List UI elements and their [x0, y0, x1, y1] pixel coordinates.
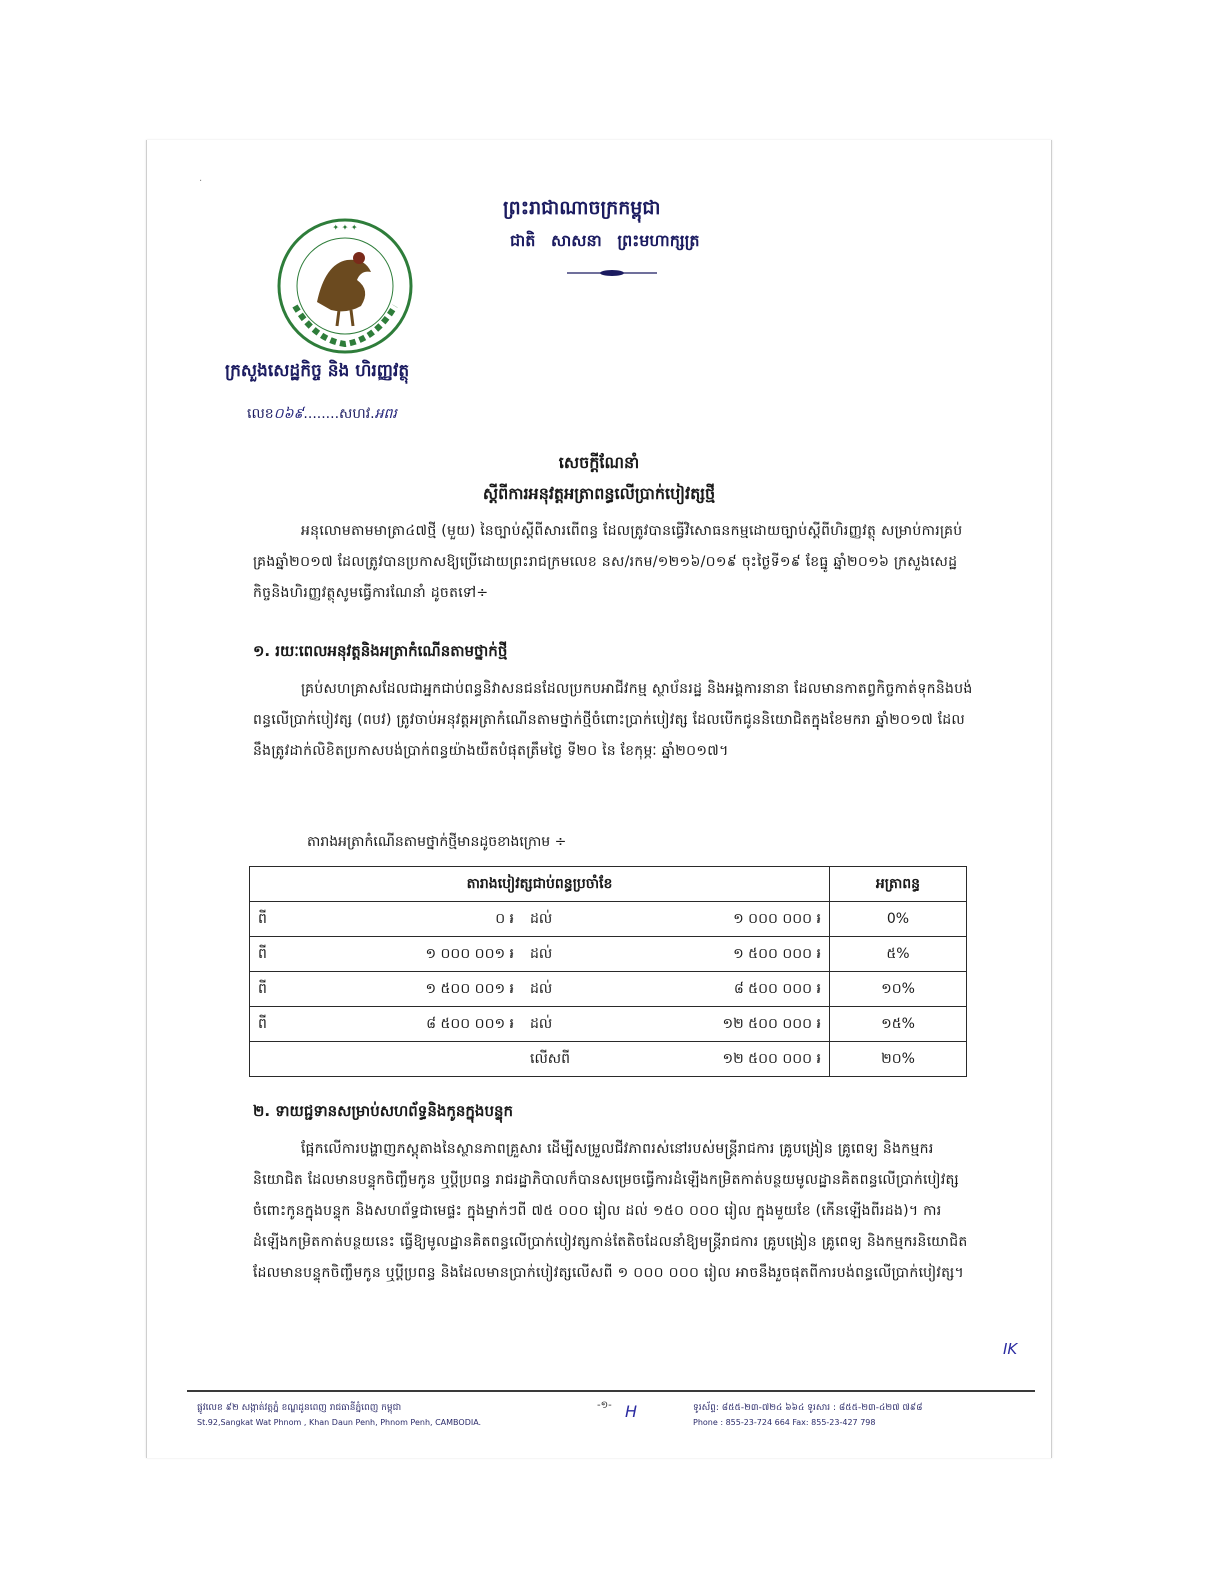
rate-value: 0%	[830, 902, 967, 937]
from-label: ពី	[250, 1007, 307, 1042]
page-initials: IK	[1003, 1340, 1018, 1358]
reference-suffix: អពរ	[374, 406, 397, 422]
footer-divider	[187, 1390, 1035, 1392]
rate-value: ១០%	[830, 972, 967, 1007]
table-row	[250, 902, 967, 937]
page-number: -១-	[597, 1400, 612, 1411]
from-label: ពី	[250, 937, 307, 972]
table-caption: តារាងអត្រាកំណើនតាមថ្នាក់ថ្មីមានដូចខាងក្រោម ÷	[307, 834, 567, 850]
intro-paragraph: អនុលោមតាមមាត្រា៤៧ថ្មី (មួយ) នៃច្បាប់ស្តីពីសារពើពន្ធ ដែលត្រូវបានធ្វើវិសោធនកម្មដោយច្បាប់ស្តីពីហិរញ្ញវត្ថុ សម្រាប់ការគ្រប់គ្រងឆ្នាំ២០១៧ ដែលត្រូវបានប្រកាសឱ្យប្រើដោយព្រះរាជក្រមលេខ នស/រកម/១២១៦/០១៩ ចុះថ្ងៃទី១៩ ខែធ្នូ ឆ្នាំ២០១៦ ក្រសួងសេដ្ឋកិច្ចនិងហិរញ្ញវត្ថុសូមធ្វើការណែនាំ ដូចតទៅ÷	[253, 523, 963, 601]
footer-phone-en: Phone : 855-23-724 664 Fax: 855-23-427 798	[693, 1418, 876, 1427]
footer-phone-km: ទូរស័ព្ទ: ៨៥៥-២៣-៧២៤ ៦៦៤ ទូរសារ : ៨៥៥-២៣-៤២៧ ៧៩៨	[693, 1403, 923, 1413]
table-header-row	[250, 867, 967, 902]
footer-signature: H	[625, 1402, 638, 1421]
to-value: ១ ៥០០ ០០០ ៛	[628, 937, 830, 972]
to-label: ដល់	[522, 902, 628, 937]
to-label: ដល់	[522, 1007, 628, 1042]
table-row	[250, 972, 967, 1007]
document-subtitle: ស្តីពីការអនុវត្តអត្រាពន្ធលើប្រាក់បៀវត្សថ្មី	[482, 484, 716, 503]
table-row	[250, 937, 967, 972]
section-1-heading: ១. រយៈពេលអនុវត្តនិងអត្រាកំណើនតាមថ្នាក់ថ្មី	[253, 642, 508, 660]
to-value: ៨ ៥០០ ០០០ ៛	[628, 972, 830, 1007]
section-2-heading: ២. ទាយជ្ជទានសម្រាប់សហព័ទ្ធនិងកូនក្នុងបន្ទុក	[253, 1102, 514, 1120]
svg-text:✦ ✦ ✦: ✦ ✦ ✦	[332, 223, 358, 232]
to-label: ដល់	[522, 972, 628, 1007]
kingdom-header: ព្រះរាជាណាចក្រកម្ពុជា	[503, 197, 661, 219]
from-value: ៨ ៥០០ ០០១ ៛	[306, 1007, 522, 1042]
reference-code: សហវ.	[339, 406, 375, 422]
rate-value: ១៥%	[830, 1007, 967, 1042]
rate-value: ៥%	[830, 937, 967, 972]
table-header-rate: អត្រាពន្ធ	[830, 867, 967, 902]
from-label	[250, 1042, 307, 1077]
table-header-base: តារាងបៀវត្សជាប់ពន្ធប្រចាំខែ	[250, 867, 830, 902]
reference-prefix: លេខ	[247, 406, 274, 422]
ornament-divider	[567, 268, 657, 278]
document-title: សេចក្តីណែនាំ	[558, 453, 640, 472]
to-value: ១២ ៥០០ ០០០ ៛	[628, 1042, 830, 1077]
from-value	[306, 1042, 522, 1077]
from-value: ០ ៛	[306, 902, 522, 937]
table-row	[250, 1042, 967, 1077]
from-value: ១ ០០០ ០០១ ៛	[306, 937, 522, 972]
to-value: ១ ០០០ ០០០ ៛	[628, 902, 830, 937]
from-label: ពី	[250, 902, 307, 937]
rate-value: ២០%	[830, 1042, 967, 1077]
to-value: ១២ ៥០០ ០០០ ៛	[628, 1007, 830, 1042]
scan-mark: ·	[199, 176, 203, 187]
reference-number-value: ០៦៩	[273, 406, 304, 422]
to-label: ដល់	[522, 937, 628, 972]
document-page	[146, 140, 1052, 1458]
table-row	[250, 1007, 967, 1042]
section-1-body: គ្រប់សហគ្រាសដែលជាអ្នកជាប់ពន្ធនិវាសនជនដែលប្រកបអាជីវកម្ម ស្ថាប័នរដ្ឋ និងអង្គការនានា ដែលមានកាតព្វកិច្ចកាត់ទុកនិងបង់ពន្ធលើប្រាក់បៀវត្ស (ពបវ) ត្រូវចាប់អនុវត្តអត្រាកំណើនតាមថ្នាក់ថ្មីចំពោះប្រាក់បៀវត្ស ដែលបើកជូននិយោជិតក្នុងខែមករា ឆ្នាំ២០១៧ ដែលនឹងត្រូវដាក់លិខិតប្រកាសបង់ប្រាក់ពន្ធយ៉ាងយឺតបំផុតត្រឹមថ្ងៃ ទី២០ នៃ ខែកុម្ភៈ ឆ្នាំ២០១៧។	[253, 681, 973, 759]
section-2-body: ផ្អែកលើការបង្ហាញភស្តុតាងនៃស្ថានភាពគ្រួសារ ដើម្បីសម្រួលជីវភាពរស់នៅរបស់មន្ត្រីរាជការ គ្រូបង្រៀន គ្រូពេទ្យ និងកម្មករនិយោជិត ដែលមានបន្ទុកចិញ្ចឹមកូន ឬប្តីប្រពន្ធ រាជរដ្ឋាភិបាលក៏បានសម្រេចធ្វើការដំឡើងកម្រិតកាត់បន្ថយមូលដ្ឋានគិតពន្ធលើប្រាក់បៀវត្សចំពោះកូនក្នុងបន្ទុក និងសហព័ទ្ធជាមេផ្ទះ ក្នុងម្នាក់ៗពី ៧៥ ០០០ រៀល ដល់ ១៥០ ០០០ រៀល ក្នុងមួយខែ (កើនឡើងពីរដង)។ ការដំឡើងកម្រិតកាត់បន្ថយនេះ ធ្វើឱ្យមូលដ្ឋានគិតពន្ធលើប្រាក់បៀវត្សកាន់តែតិចដែលនាំឱ្យមន្ត្រីរាជការ គ្រូបង្រៀន គ្រូពេទ្យ និងកម្មករនិយោជិត ដែលមានបន្ទុកចិញ្ចឹមកូន ឬប្តីប្រពន្ធ និងដែលមានប្រាក់បៀវត្សលើសពី ១ ០០០ ០០០ រៀល អាចនឹងរួចផុតពីការបង់ពន្ធលើប្រាក់បៀវត្ស។	[253, 1141, 968, 1281]
from-label: ពី	[250, 972, 307, 1007]
to-label: លើសពី	[522, 1042, 628, 1077]
national-motto: ជាតិ សាសនា ព្រះមហាក្សត្រ	[510, 231, 700, 250]
reference-dots: ........	[303, 406, 340, 422]
footer-address-en: St.92,Sangkat Wat Phnom , Khan Daun Penh, Phnom Penh, CAMBODIA.	[197, 1418, 482, 1427]
footer-address-km: ផ្លូវលេខ ៩២ សង្កាត់វត្តភ្នំ ខណ្ឌដូនពេញ រាជធានីភ្នំពេញ កម្ពុជា	[197, 1403, 402, 1413]
ministry-logo	[265, 210, 425, 360]
ministry-name: ក្រសួងសេដ្ឋកិច្ច និង ហិរញ្ញវត្ថុ	[225, 361, 410, 381]
from-value: ១ ៥០០ ០០១ ៛	[306, 972, 522, 1007]
reference-number	[247, 404, 397, 425]
tax-rate-table	[249, 866, 967, 1077]
